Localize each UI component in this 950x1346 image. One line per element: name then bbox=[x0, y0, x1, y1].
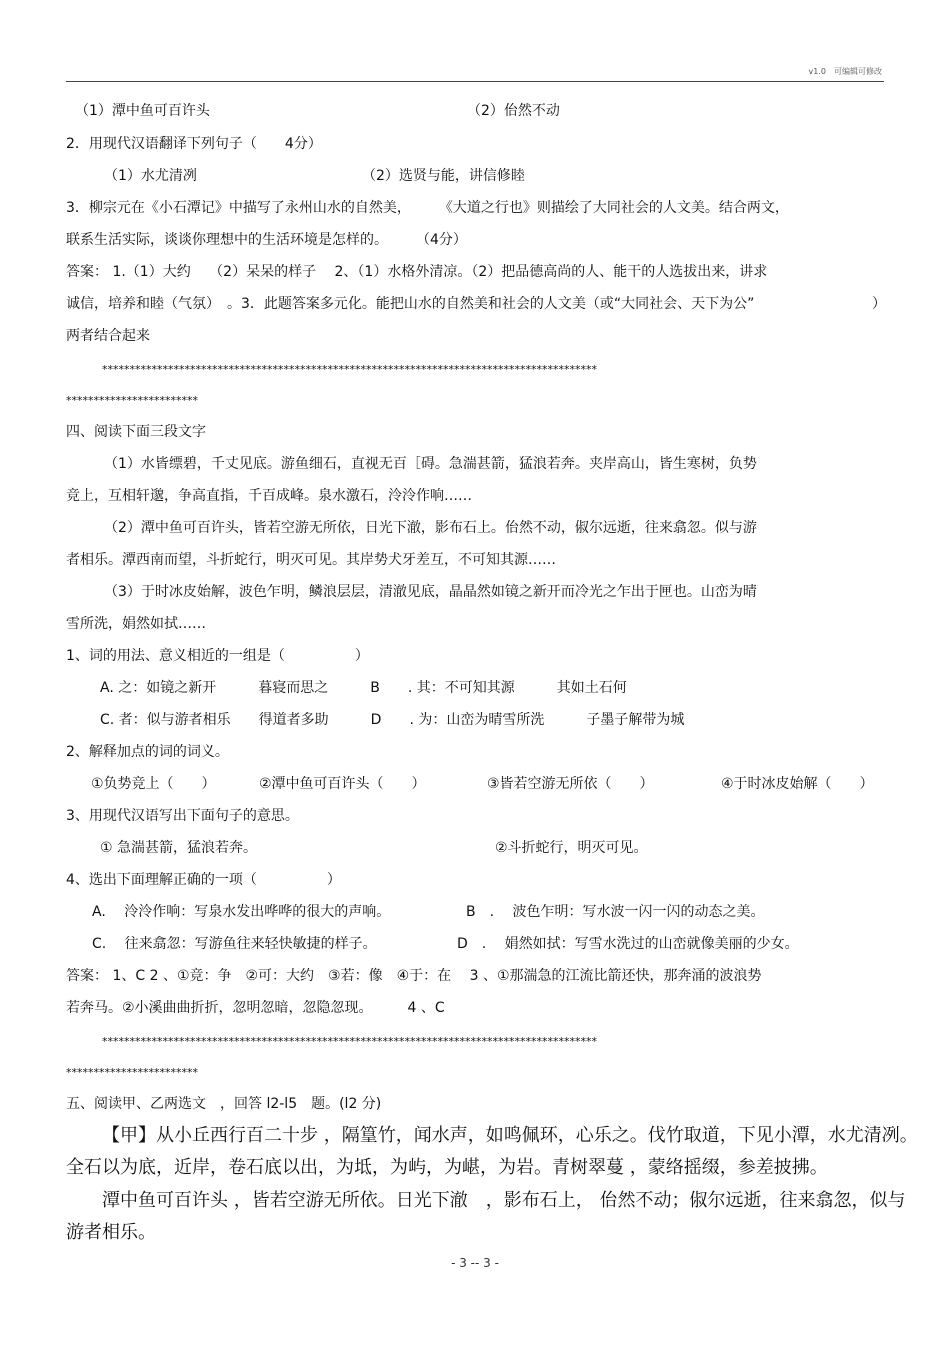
page-header-note: v1.0 可编辑可修改 bbox=[808, 67, 882, 76]
passage-1-line-2: 竞上，互相轩邈，争高直指，千百成峰。泉水激石，泠泠作响…… bbox=[66, 488, 472, 504]
jia-line-3: 潭中鱼可百许头 ，皆若空游无所依。日光下澈 ，影布石上， 佁然不动；俶尔远逝，往来翕忽，似与 bbox=[102, 1190, 906, 1211]
q3-line-2: 联系生活实际，谈谈你理想中的生活环境是怎样的。 （4分） bbox=[66, 232, 467, 248]
s4-q1-options-ab: A. 之：如镜之新开 暮寝而思之 B . 其：不可知其源 其如土石何 bbox=[100, 680, 627, 696]
q2-item-1: （1）水尤清冽 bbox=[104, 168, 197, 184]
answer-line-1: 答案： 1.（1）大约 （2）呆呆的样子 2、（1）水格外清凉。（2）把品德高尚的人、能干的人选拔出来，讲求 bbox=[66, 264, 768, 280]
s4-question-4: 4、选出下面理解正确的一项（ ） bbox=[66, 872, 341, 888]
s4-question-3: 3、用现代汉语写出下面句子的意思。 bbox=[66, 808, 299, 824]
passage-1-line-1: （1）水皆缥碧，千丈见底。游鱼细石，直视无百［碍。急湍甚箭，猛浪若奔。夹岸高山，皆生寒树，负势 bbox=[104, 456, 757, 472]
s4-q3-item-2: ②斗折蛇行，明灭可见。 bbox=[495, 840, 648, 856]
s4-q1-options-cd: C. 者：似与游者相乐 得道者多助 D . 为：山峦为晴雪所洗 子墨子解带为城 bbox=[100, 712, 685, 728]
jia-line-4: 游者相乐。 bbox=[66, 1222, 156, 1243]
answer-line-3: 两者结合起来 bbox=[66, 328, 150, 344]
q2-item-2: （2）选贤与能，讲信修睦 bbox=[362, 168, 525, 184]
s4-question-1: 1、词的用法、意义相近的一组是（ ） bbox=[66, 648, 369, 664]
answer-line-2-close: ） bbox=[872, 296, 886, 312]
s4-answer-line-2: 若奔马。②小溪曲曲折折，忽明忽暗，忽隐忽现。 4 、C bbox=[66, 1000, 445, 1016]
q2-title: 2．用现代汉语翻译下列句子（ 4分） bbox=[66, 136, 322, 152]
passage-3-line-1: （3）于时冰皮始解，波色乍明，鳞浪层层，清澈见底，晶晶然如镜之新开而冷光之乍出于匣也。山峦为晴 bbox=[104, 584, 757, 600]
q1-item-1: （1）潭中鱼可百许头 bbox=[75, 103, 210, 119]
star-divider-2-tail: ************************ bbox=[66, 1066, 198, 1079]
q1-item-2: （2）佁然不动 bbox=[467, 103, 560, 119]
s4-q4-option-d: D . 娟然如拭：写雪水洗过的山峦就像美丽的少女。 bbox=[457, 936, 799, 952]
header-rule bbox=[66, 81, 884, 82]
star-divider: ****************************************************************************************** bbox=[102, 363, 597, 376]
s4-question-2: 2、解释加点的词的词义。 bbox=[66, 744, 229, 760]
s4-q3-item-1: ① 急湍甚箭，猛浪若奔。 bbox=[100, 840, 258, 856]
jia-line-1: 【甲】从小丘西行百二十步 ，隔篁竹，闻水声，如鸣佩环，心乐之。伐竹取道，下见小潭，水尤清冽。 bbox=[102, 1125, 918, 1146]
s4-answer-line-1: 答案： 1、C 2 、①竞：争 ②可：大约 ③若：像 ④于：在 3 、①那湍急的江流比箭还快，那奔涌的波浪势 bbox=[66, 968, 762, 984]
answer-line-2: 诚信，培养和睦（气氛） 。3．此题答案多元化。能把山水的自然美和社会的人文美（或“大同社会、天下为公” bbox=[66, 296, 755, 312]
q3-line-1: 3．柳宗元在《小石潭记》中描写了永州山水的自然美， 《大道之行也》则描绘了大同社会的人文美。结合两文， bbox=[66, 200, 789, 216]
star-divider-2: ****************************************************************************************** bbox=[102, 1035, 597, 1048]
section-4-title: 四、阅读下面三段文字 bbox=[66, 424, 206, 440]
passage-2-line-1: （2）潭中鱼可百许头，皆若空游无所依，日光下澈，影布石上。佁然不动，俶尔远逝，往来翕忽。似与游 bbox=[104, 520, 757, 536]
passage-3-line-2: 雪所洗，娟然如拭…… bbox=[66, 616, 206, 632]
jia-line-2: 全石以为底，近岸，卷石底以出，为坻，为屿，为嵁，为岩。青树翠蔓 ，蒙络摇缀，参差披拂。 bbox=[66, 1157, 828, 1178]
s4-q4-option-b: B . 波色乍明：写水波一闪一闪的动态之美。 bbox=[466, 904, 765, 920]
star-divider-tail: ************************ bbox=[66, 394, 198, 407]
s4-q2-item-1: ①负势竞上（ ） bbox=[91, 776, 216, 792]
s4-q2-item-4: ④于时冰皮始解（ ） bbox=[721, 776, 874, 792]
s4-q2-item-2: ②潭中鱼可百许头（ ） bbox=[259, 776, 426, 792]
section-5-title: 五、阅读甲、乙两选文 ，回答 l2-l5 题。(l2 分) bbox=[66, 1096, 382, 1112]
s4-q4-option-c: C. 往来翕忽：写游鱼往来轻快敏捷的样子。 bbox=[92, 936, 377, 952]
s4-q4-option-a: A. 泠泠作响：写泉水发出哗哗的很大的声响。 bbox=[92, 904, 391, 920]
s4-q2-item-3: ③皆若空游无所依（ ） bbox=[487, 776, 654, 792]
page-number: - 3 -- 3 - bbox=[451, 1256, 499, 1270]
passage-2-line-2: 者相乐。潭西南而望，斗折蛇行，明灭可见。其岸势犬牙差互，不可知其源…… bbox=[66, 552, 556, 568]
